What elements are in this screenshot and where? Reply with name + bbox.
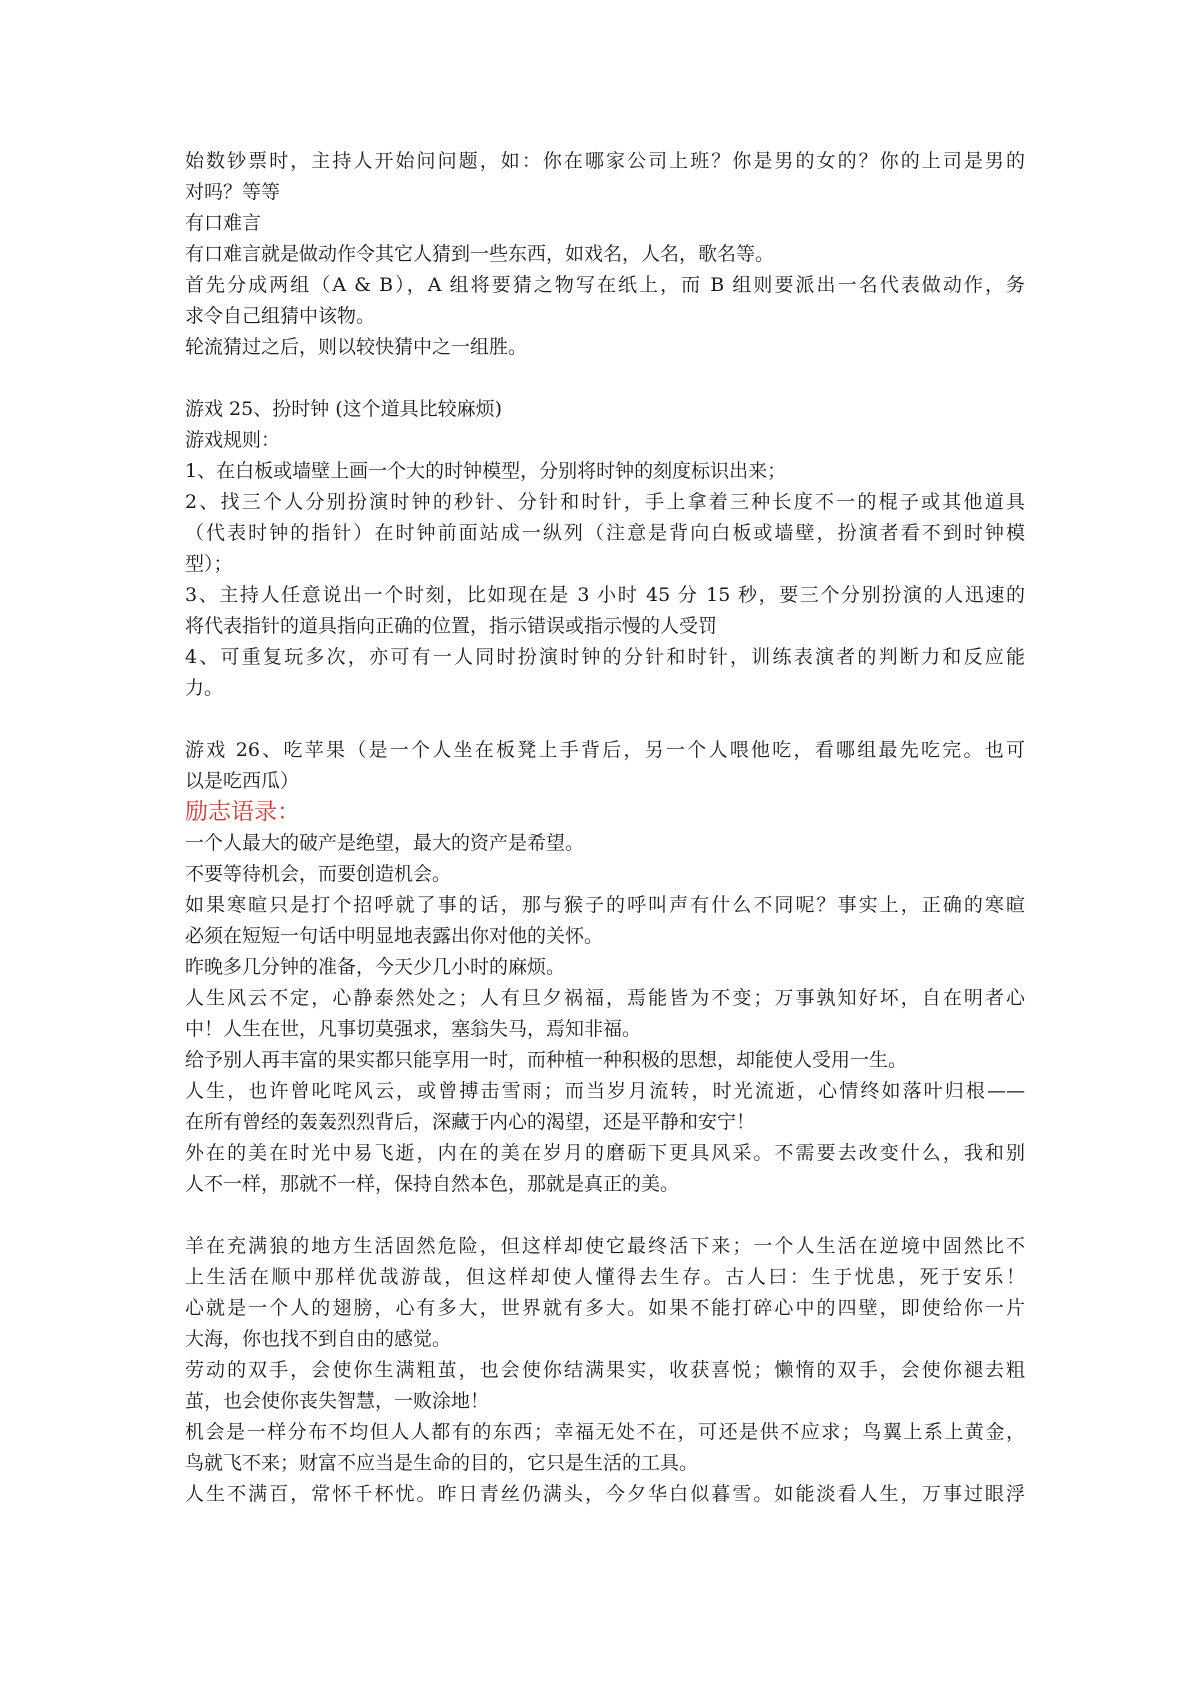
- quote-2-line-1: 不要等待机会，而要创造机会。: [185, 863, 452, 885]
- game-youkou-result: 轮流猜过之后，则以较快猜中之一组胜。: [185, 336, 528, 358]
- document-page: [185, 146, 1025, 1510]
- quote-1-line-1: 一个人最大的破产是绝望，最大的资产是希望。: [185, 832, 585, 854]
- game-youkou-desc: 有口难言就是做动作令其它人猜到一些东西，如戏名，人名，歌名等。: [185, 243, 775, 265]
- game25-rule-2-line-1: 2、找三个人分别扮演时钟的秒针、分针和时针，手上拿着三种长度不一的棍子或其他道具: [185, 491, 1025, 513]
- game26-line-1: 游戏 26、吃苹果（是一个人坐在板凳上手背后，另一个人喂他吃，看哪组最先吃完。也可: [185, 739, 1025, 761]
- quote-6-line-1: 给予别人再丰富的果实都只能享用一时，而种植一种积极的思想，却能使人受用一生。: [185, 1049, 908, 1071]
- game25-rule-3-line-1: 3、主持人任意说出一个时刻，比如现在是 3 小时 45 分 15 秒，要三个分别扮演的人迅速的: [185, 584, 1025, 606]
- game25-rule-1: 1、在白板或墙壁上画一个大的时钟模型，分别将时钟的刻度标识出来；: [185, 460, 787, 482]
- quote2-2-line-2: 大海，你也找不到自由的感觉。: [185, 1328, 452, 1350]
- game25-rule-4-line-1: 4、可重复玩多次，亦可有一人同时扮演时钟的分针和时针，训练表演者的判断力和反应能: [185, 646, 1025, 668]
- quote-8-line-1: 外在的美在时光中易飞逝，内在的美在岁月的磨砺下更具风采。不需要去改变什么，我和别: [185, 1142, 1025, 1164]
- quote2-3-line-1: 劳动的双手，会使你生满粗茧，也会使你结满果实，收获喜悦；懒惰的双手，会使你褪去粗: [185, 1359, 1025, 1381]
- game25-rule-4-line-2: 力。: [185, 677, 224, 699]
- quote-5-line-1: 人生风云不定，心静泰然处之；人有旦夕祸福，焉能皆为不变；万事孰知好坏，自在明者心: [185, 987, 1025, 1009]
- quote-3-line-1: 如果寒暄只是打个招呼就了事的话，那与猴子的呼叫声有什么不同呢？事实上，正确的寒暄: [185, 894, 1025, 916]
- intro-line-1: 始数钞票时，主持人开始问问题，如：你在哪家公司上班？你是男的女的？你的上司是男的: [185, 150, 1025, 172]
- quote-7-line-1: 人生，也许曾叱咤风云，或曾搏击雪雨；而当岁月流转，时光流逝，心情终如落叶归根——: [185, 1080, 1025, 1102]
- intro-line-2: 对吗？等等: [185, 181, 281, 203]
- game26-line-2: 以是吃西瓜）: [185, 770, 300, 792]
- paragraph-gap: [185, 363, 1025, 394]
- quote2-4-line-2: 鸟就飞不来；财富不应当是生命的目的，它只是生活的工具。: [185, 1452, 699, 1474]
- quote2-5-line-1: 人生不满百，常怀千杯忧。昨日青丝仍满头，今夕华白似暮雪。如能淡看人生，万事过眼浮: [185, 1483, 1025, 1505]
- quote2-3-line-2: 茧，也会使你丧失智慧，一败涂地！: [185, 1390, 490, 1412]
- game-youkou-rule-line-1: 首先分成两组（A & B），A 组将要猜之物写在纸上，而 B 组则要派出一名代表做动作，务: [185, 274, 1025, 296]
- quote2-2-line-1: 心就是一个人的翅膀，心有多大，世界就有多大。如果不能打碎心中的四壁，即使给你一片: [185, 1297, 1025, 1319]
- paragraph-gap: [185, 1200, 1025, 1231]
- game25-rules-label: 游戏规则：: [185, 429, 281, 451]
- game-youkou-title: 有口难言: [185, 212, 262, 234]
- quote-3-line-2: 必须在短短一句话中明显地表露出你对他的关怀。: [185, 925, 604, 947]
- game25-rule-2-line-2: （代表时钟的指针）在时钟前面站成一纵列（注意是背向白板或墙壁，扮演者看不到时钟模: [185, 522, 1025, 544]
- quotes-heading: 励志语录：: [185, 799, 300, 825]
- quote-5-line-2: 中！人生在世，凡事切莫强求，塞翁失马，焉知非福。: [185, 1018, 642, 1040]
- quote-7-line-2: 在所有曾经的轰轰烈烈背后，深藏于内心的渴望，还是平静和安宁！: [185, 1111, 756, 1133]
- quote-8-line-2: 人不一样，那就不一样，保持自然本色，那就是真正的美。: [185, 1173, 680, 1195]
- quote2-1-line-1: 羊在充满狼的地方生活固然危险，但这样却使它最终活下来；一个人生活在逆境中固然比不: [185, 1235, 1025, 1257]
- game25-title: 游戏 25、扮时钟 (这个道具比较麻烦): [185, 398, 503, 420]
- quote2-1-line-2: 上生活在顺中那样优哉游哉，但这样却使人懂得去生存。古人曰：生于忧患，死于安乐！: [185, 1266, 1025, 1288]
- game25-rule-2-line-3: 型）；: [185, 553, 233, 575]
- game-youkou-rule-line-2: 求令自己组猜中该物。: [185, 305, 376, 327]
- paragraph-gap: [185, 704, 1025, 735]
- quote-4-line-1: 昨晚多几分钟的准备，今天少几小时的麻烦。: [185, 956, 566, 978]
- game25-rule-3-line-2: 将代表指针的道具指向正确的位置，指示错误或指示慢的人受罚: [185, 615, 718, 637]
- quote2-4-line-1: 机会是一样分布不均但人人都有的东西；幸福无处不在，可还是供不应求；鸟翼上系上黄金，: [185, 1421, 1025, 1443]
